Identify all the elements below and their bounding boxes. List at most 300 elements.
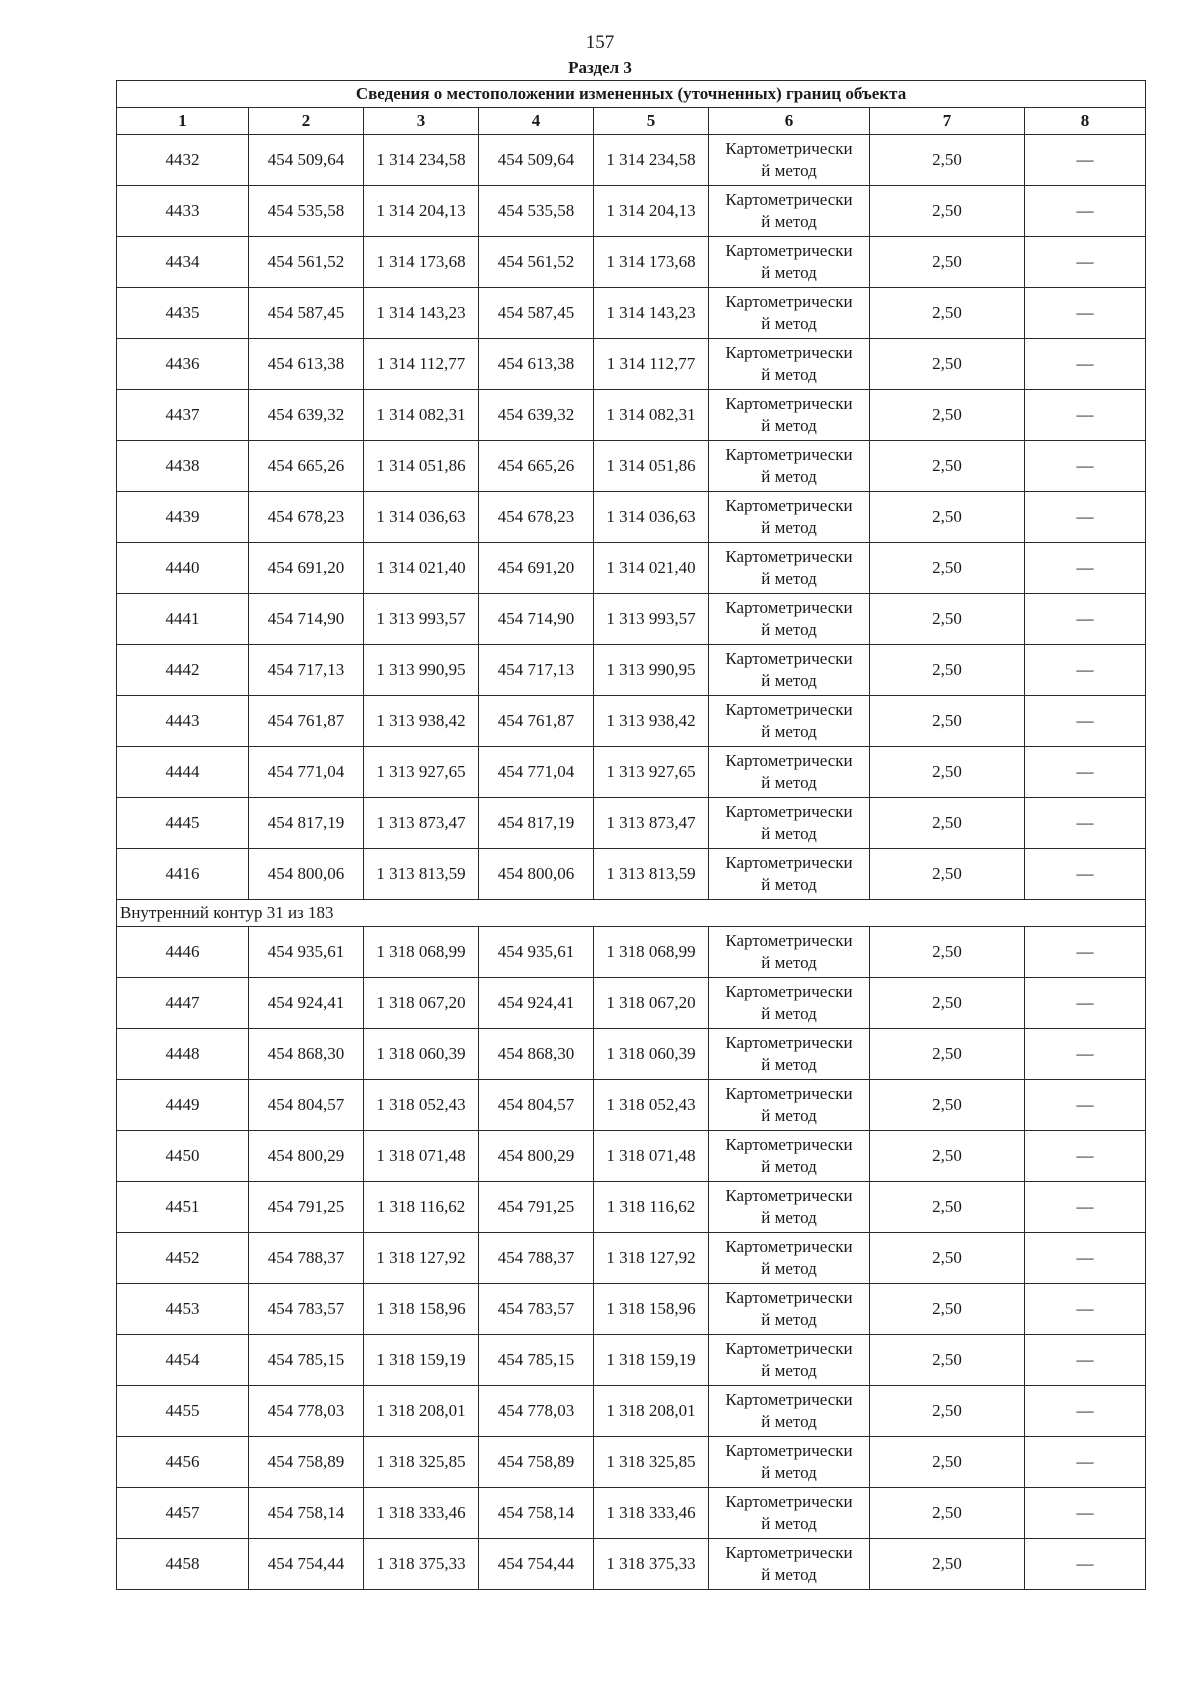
point-number-cell: 4441 xyxy=(117,594,249,645)
point-number-cell: 4443 xyxy=(117,696,249,747)
coordinate-x-cell: 454 788,37 xyxy=(249,1233,364,1284)
contour-label: Внутренний контур 31 из 183 xyxy=(117,900,1146,927)
coordinate-x-cell: 454 509,64 xyxy=(249,135,364,186)
accuracy-cell: 2,50 xyxy=(870,390,1025,441)
coordinate-x-cell: 454 639,32 xyxy=(249,390,364,441)
coordinate-y-cell: 1 314 204,13 xyxy=(594,186,709,237)
point-number-cell: 4447 xyxy=(117,978,249,1029)
method-text-line: Картометрически xyxy=(725,802,853,821)
point-number-cell: 4451 xyxy=(117,1182,249,1233)
method-cell xyxy=(709,1284,870,1335)
table-row xyxy=(117,441,1146,492)
accuracy-cell: 2,50 xyxy=(870,1182,1025,1233)
coordinate-y-cell: 1 318 159,19 xyxy=(364,1335,479,1386)
method-text-line: Картометрически xyxy=(725,700,853,719)
accuracy-cell: 2,50 xyxy=(870,441,1025,492)
table-row xyxy=(117,543,1146,594)
coordinate-x-cell: 454 771,04 xyxy=(249,747,364,798)
coordinate-x-cell: 454 691,20 xyxy=(249,543,364,594)
column-header: 5 xyxy=(594,108,709,135)
description-cell: — xyxy=(1025,645,1146,696)
description-cell: — xyxy=(1025,1029,1146,1080)
description-cell: — xyxy=(1025,492,1146,543)
description-cell: — xyxy=(1025,1437,1146,1488)
coordinate-x-cell: 454 691,20 xyxy=(479,543,594,594)
description-cell: — xyxy=(1025,1284,1146,1335)
coordinate-x-cell: 454 785,15 xyxy=(479,1335,594,1386)
point-number-cell: 4439 xyxy=(117,492,249,543)
coordinate-x-cell: 454 613,38 xyxy=(249,339,364,390)
coordinate-x-cell: 454 561,52 xyxy=(479,237,594,288)
coordinate-x-cell: 454 778,03 xyxy=(249,1386,364,1437)
coordinate-y-cell: 1 313 927,65 xyxy=(594,747,709,798)
coordinate-y-cell: 1 313 993,57 xyxy=(364,594,479,645)
method-cell xyxy=(709,1131,870,1182)
point-number-cell: 4454 xyxy=(117,1335,249,1386)
method-text-line: Картометрически xyxy=(725,853,853,872)
method-text-line: й метод xyxy=(761,1106,817,1125)
coordinate-x-cell: 454 817,19 xyxy=(479,798,594,849)
table-row xyxy=(117,288,1146,339)
point-number-cell: 4444 xyxy=(117,747,249,798)
method-text-line: й метод xyxy=(761,1514,817,1533)
method-text-line: Картометрически xyxy=(725,190,853,209)
method-text-line: й метод xyxy=(761,824,817,843)
accuracy-cell: 2,50 xyxy=(870,1386,1025,1437)
coordinate-x-cell: 454 791,25 xyxy=(249,1182,364,1233)
method-text-line: й метод xyxy=(761,620,817,639)
coordinate-y-cell: 1 318 127,92 xyxy=(364,1233,479,1284)
method-text-line: Картометрически xyxy=(725,649,853,668)
coordinate-y-cell: 1 314 051,86 xyxy=(364,441,479,492)
coordinate-y-cell: 1 318 333,46 xyxy=(594,1488,709,1539)
table-row xyxy=(117,492,1146,543)
coordinate-x-cell: 454 758,14 xyxy=(249,1488,364,1539)
method-cell xyxy=(709,1182,870,1233)
accuracy-cell: 2,50 xyxy=(870,978,1025,1029)
point-number-cell: 4416 xyxy=(117,849,249,900)
table-row xyxy=(117,186,1146,237)
coordinate-x-cell: 454 613,38 xyxy=(479,339,594,390)
method-text-line: Картометрически xyxy=(725,1084,853,1103)
coordinate-y-cell: 1 314 082,31 xyxy=(364,390,479,441)
method-text-line: й метод xyxy=(761,671,817,690)
point-number-cell: 4438 xyxy=(117,441,249,492)
coordinate-y-cell: 1 318 325,85 xyxy=(364,1437,479,1488)
accuracy-cell: 2,50 xyxy=(870,1284,1025,1335)
coordinate-x-cell: 454 804,57 xyxy=(479,1080,594,1131)
method-text-line: Картометрически xyxy=(725,496,853,515)
table-caption: Сведения о местоположении измененных (уточненных) границ объекта xyxy=(117,81,1146,108)
method-cell xyxy=(709,1386,870,1437)
table-row xyxy=(117,696,1146,747)
method-cell xyxy=(709,390,870,441)
method-cell xyxy=(709,543,870,594)
description-cell: — xyxy=(1025,390,1146,441)
table-row xyxy=(117,1488,1146,1539)
coordinate-x-cell: 454 761,87 xyxy=(249,696,364,747)
table-row xyxy=(117,1233,1146,1284)
coordinate-y-cell: 1 313 813,59 xyxy=(594,849,709,900)
table-row xyxy=(117,798,1146,849)
table-row xyxy=(117,1080,1146,1131)
point-number-cell: 4452 xyxy=(117,1233,249,1284)
coordinate-x-cell: 454 800,06 xyxy=(479,849,594,900)
method-text-line: й метод xyxy=(761,416,817,435)
coordinate-y-cell: 1 314 112,77 xyxy=(364,339,479,390)
method-text-line: Картометрически xyxy=(725,1033,853,1052)
table-row xyxy=(117,927,1146,978)
method-cell xyxy=(709,441,870,492)
accuracy-cell: 2,50 xyxy=(870,1488,1025,1539)
coordinate-x-cell: 454 783,57 xyxy=(249,1284,364,1335)
method-cell xyxy=(709,237,870,288)
point-number-cell: 4448 xyxy=(117,1029,249,1080)
column-header: 3 xyxy=(364,108,479,135)
coordinate-x-cell: 454 587,45 xyxy=(249,288,364,339)
method-text-line: Картометрически xyxy=(725,394,853,413)
description-cell: — xyxy=(1025,1386,1146,1437)
method-cell xyxy=(709,645,870,696)
method-text-line: й метод xyxy=(761,722,817,741)
method-text-line: й метод xyxy=(761,1361,817,1380)
method-text-line: Картометрически xyxy=(725,931,853,950)
method-text-line: й метод xyxy=(761,1310,817,1329)
coordinate-x-cell: 454 758,89 xyxy=(249,1437,364,1488)
table-row xyxy=(117,1335,1146,1386)
coordinate-x-cell: 454 714,90 xyxy=(479,594,594,645)
coordinate-y-cell: 1 318 052,43 xyxy=(594,1080,709,1131)
column-header: 1 xyxy=(117,108,249,135)
method-cell xyxy=(709,594,870,645)
coordinate-y-cell: 1 318 052,43 xyxy=(364,1080,479,1131)
accuracy-cell: 2,50 xyxy=(870,927,1025,978)
coordinate-y-cell: 1 314 021,40 xyxy=(364,543,479,594)
method-text-line: й метод xyxy=(761,1055,817,1074)
coordinate-y-cell: 1 313 873,47 xyxy=(364,798,479,849)
method-cell xyxy=(709,1233,870,1284)
method-text-line: Картометрически xyxy=(725,982,853,1001)
coordinate-y-cell: 1 318 375,33 xyxy=(364,1539,479,1590)
point-number-cell: 4445 xyxy=(117,798,249,849)
method-text-line: й метод xyxy=(761,365,817,384)
column-header: 4 xyxy=(479,108,594,135)
method-cell xyxy=(709,135,870,186)
coordinate-x-cell: 454 868,30 xyxy=(479,1029,594,1080)
point-number-cell: 4442 xyxy=(117,645,249,696)
coordinate-y-cell: 1 314 082,31 xyxy=(594,390,709,441)
point-number-cell: 4434 xyxy=(117,237,249,288)
accuracy-cell: 2,50 xyxy=(870,696,1025,747)
method-cell xyxy=(709,186,870,237)
method-cell xyxy=(709,1539,870,1590)
description-cell: — xyxy=(1025,978,1146,1029)
coordinate-y-cell: 1 318 375,33 xyxy=(594,1539,709,1590)
method-text-line: й метод xyxy=(761,518,817,537)
table-row xyxy=(117,237,1146,288)
coordinate-y-cell: 1 318 116,62 xyxy=(364,1182,479,1233)
description-cell: — xyxy=(1025,1335,1146,1386)
method-text-line: й метод xyxy=(761,1463,817,1482)
method-cell xyxy=(709,696,870,747)
coordinate-x-cell: 454 758,89 xyxy=(479,1437,594,1488)
coordinate-y-cell: 1 318 208,01 xyxy=(364,1386,479,1437)
coordinate-y-cell: 1 318 333,46 xyxy=(364,1488,479,1539)
accuracy-cell: 2,50 xyxy=(870,339,1025,390)
table-row xyxy=(117,1182,1146,1233)
description-cell: — xyxy=(1025,1080,1146,1131)
column-header: 7 xyxy=(870,108,1025,135)
method-text-line: й метод xyxy=(761,467,817,486)
coordinate-y-cell: 1 313 938,42 xyxy=(364,696,479,747)
method-text-line: Картометрически xyxy=(725,1288,853,1307)
point-number-cell: 4440 xyxy=(117,543,249,594)
coordinates-table xyxy=(116,80,1146,1590)
coordinate-x-cell: 454 771,04 xyxy=(479,747,594,798)
method-text-line: й метод xyxy=(761,1157,817,1176)
description-cell: — xyxy=(1025,237,1146,288)
accuracy-cell: 2,50 xyxy=(870,1131,1025,1182)
coordinate-x-cell: 454 924,41 xyxy=(249,978,364,1029)
description-cell: — xyxy=(1025,441,1146,492)
method-text-line: й метод xyxy=(761,875,817,894)
coordinate-x-cell: 454 639,32 xyxy=(479,390,594,441)
table-row xyxy=(117,1539,1146,1590)
table-row xyxy=(117,1284,1146,1335)
table-row xyxy=(117,339,1146,390)
coordinate-y-cell: 1 314 036,63 xyxy=(364,492,479,543)
accuracy-cell: 2,50 xyxy=(870,492,1025,543)
accuracy-cell: 2,50 xyxy=(870,186,1025,237)
coordinate-y-cell: 1 314 112,77 xyxy=(594,339,709,390)
method-text-line: Картометрически xyxy=(725,139,853,158)
method-text-line: й метод xyxy=(761,1259,817,1278)
description-cell: — xyxy=(1025,849,1146,900)
description-cell: — xyxy=(1025,1539,1146,1590)
coordinate-x-cell: 454 665,26 xyxy=(479,441,594,492)
coordinate-x-cell: 454 800,06 xyxy=(249,849,364,900)
coordinate-y-cell: 1 314 143,23 xyxy=(594,288,709,339)
method-text-line: Картометрически xyxy=(725,292,853,311)
method-cell xyxy=(709,1080,870,1131)
table-row xyxy=(117,1131,1146,1182)
table-row xyxy=(117,1437,1146,1488)
accuracy-cell: 2,50 xyxy=(870,1539,1025,1590)
accuracy-cell: 2,50 xyxy=(870,1029,1025,1080)
coordinate-y-cell: 1 318 325,85 xyxy=(594,1437,709,1488)
point-number-cell: 4453 xyxy=(117,1284,249,1335)
table-row xyxy=(117,645,1146,696)
table-row xyxy=(117,978,1146,1029)
method-text-line: й метод xyxy=(761,263,817,282)
coordinate-x-cell: 454 717,13 xyxy=(479,645,594,696)
description-cell: — xyxy=(1025,135,1146,186)
method-text-line: й метод xyxy=(761,569,817,588)
method-text-line: Картометрически xyxy=(725,1492,853,1511)
column-header: 2 xyxy=(249,108,364,135)
coordinate-x-cell: 454 788,37 xyxy=(479,1233,594,1284)
column-header-row xyxy=(117,108,1146,135)
description-cell: — xyxy=(1025,1182,1146,1233)
coordinate-y-cell: 1 318 116,62 xyxy=(594,1182,709,1233)
method-cell xyxy=(709,492,870,543)
method-text-line: Картометрически xyxy=(725,598,853,617)
accuracy-cell: 2,50 xyxy=(870,747,1025,798)
description-cell: — xyxy=(1025,543,1146,594)
coordinate-x-cell: 454 935,61 xyxy=(249,927,364,978)
coordinate-x-cell: 454 785,15 xyxy=(249,1335,364,1386)
coordinate-y-cell: 1 314 143,23 xyxy=(364,288,479,339)
method-cell xyxy=(709,747,870,798)
point-number-cell: 4432 xyxy=(117,135,249,186)
coordinate-x-cell: 454 758,14 xyxy=(479,1488,594,1539)
method-text-line: Картометрически xyxy=(725,445,853,464)
coordinate-y-cell: 1 318 060,39 xyxy=(364,1029,479,1080)
point-number-cell: 4458 xyxy=(117,1539,249,1590)
method-text-line: Картометрически xyxy=(725,547,853,566)
coordinate-x-cell: 454 535,58 xyxy=(249,186,364,237)
coordinate-x-cell: 454 800,29 xyxy=(479,1131,594,1182)
coordinate-y-cell: 1 318 071,48 xyxy=(594,1131,709,1182)
coordinate-x-cell: 454 935,61 xyxy=(479,927,594,978)
method-text-line: й метод xyxy=(761,1412,817,1431)
coordinate-y-cell: 1 314 234,58 xyxy=(364,135,479,186)
coordinate-x-cell: 454 754,44 xyxy=(479,1539,594,1590)
coordinate-x-cell: 454 778,03 xyxy=(479,1386,594,1437)
method-text-line: й метод xyxy=(761,953,817,972)
method-cell xyxy=(709,798,870,849)
accuracy-cell: 2,50 xyxy=(870,798,1025,849)
method-text-line: й метод xyxy=(761,161,817,180)
method-text-line: й метод xyxy=(761,1004,817,1023)
method-text-line: Картометрически xyxy=(725,1441,853,1460)
method-text-line: й метод xyxy=(761,212,817,231)
coordinate-x-cell: 454 678,23 xyxy=(249,492,364,543)
coordinate-x-cell: 454 924,41 xyxy=(479,978,594,1029)
coordinate-y-cell: 1 318 067,20 xyxy=(594,978,709,1029)
point-number-cell: 4436 xyxy=(117,339,249,390)
table-row xyxy=(117,849,1146,900)
point-number-cell: 4456 xyxy=(117,1437,249,1488)
description-cell: — xyxy=(1025,798,1146,849)
method-cell xyxy=(709,978,870,1029)
table-caption-row xyxy=(117,81,1146,108)
accuracy-cell: 2,50 xyxy=(870,288,1025,339)
coordinate-y-cell: 1 313 813,59 xyxy=(364,849,479,900)
method-cell xyxy=(709,1029,870,1080)
coordinate-y-cell: 1 314 173,68 xyxy=(364,237,479,288)
table-row xyxy=(117,390,1146,441)
method-text-line: Картометрически xyxy=(725,1135,853,1154)
method-text-line: Картометрически xyxy=(725,1339,853,1358)
page-number: 157 xyxy=(585,32,615,53)
coordinate-y-cell: 1 313 938,42 xyxy=(594,696,709,747)
method-text-line: Картометрически xyxy=(725,1186,853,1205)
coordinate-y-cell: 1 318 208,01 xyxy=(594,1386,709,1437)
coordinate-y-cell: 1 318 068,99 xyxy=(364,927,479,978)
coordinate-x-cell: 454 561,52 xyxy=(249,237,364,288)
table-row xyxy=(117,1029,1146,1080)
method-text-line: Картометрически xyxy=(725,343,853,362)
contour-row xyxy=(117,900,1146,927)
coordinate-x-cell: 454 817,19 xyxy=(249,798,364,849)
description-cell: — xyxy=(1025,594,1146,645)
coordinate-y-cell: 1 314 234,58 xyxy=(594,135,709,186)
coordinate-y-cell: 1 318 071,48 xyxy=(364,1131,479,1182)
coordinate-y-cell: 1 318 127,92 xyxy=(594,1233,709,1284)
method-text-line: й метод xyxy=(761,773,817,792)
method-cell xyxy=(709,1488,870,1539)
coordinate-x-cell: 454 754,44 xyxy=(249,1539,364,1590)
method-cell xyxy=(709,1335,870,1386)
coordinate-x-cell: 454 678,23 xyxy=(479,492,594,543)
description-cell: — xyxy=(1025,288,1146,339)
point-number-cell: 4449 xyxy=(117,1080,249,1131)
accuracy-cell: 2,50 xyxy=(870,237,1025,288)
coordinate-y-cell: 1 313 873,47 xyxy=(594,798,709,849)
point-number-cell: 4446 xyxy=(117,927,249,978)
point-number-cell: 4433 xyxy=(117,186,249,237)
description-cell: — xyxy=(1025,696,1146,747)
description-cell: — xyxy=(1025,927,1146,978)
accuracy-cell: 2,50 xyxy=(870,645,1025,696)
table-row xyxy=(117,1386,1146,1437)
column-header: 8 xyxy=(1025,108,1146,135)
coordinate-y-cell: 1 314 036,63 xyxy=(594,492,709,543)
point-number-cell: 4457 xyxy=(117,1488,249,1539)
coordinate-y-cell: 1 318 068,99 xyxy=(594,927,709,978)
method-text-line: Картометрически xyxy=(725,1543,853,1562)
description-cell: — xyxy=(1025,747,1146,798)
description-cell: — xyxy=(1025,186,1146,237)
coordinate-x-cell: 454 868,30 xyxy=(249,1029,364,1080)
coordinate-x-cell: 454 665,26 xyxy=(249,441,364,492)
accuracy-cell: 2,50 xyxy=(870,543,1025,594)
coordinate-x-cell: 454 800,29 xyxy=(249,1131,364,1182)
point-number-cell: 4450 xyxy=(117,1131,249,1182)
method-text-line: й метод xyxy=(761,1565,817,1584)
coordinate-y-cell: 1 318 158,96 xyxy=(594,1284,709,1335)
description-cell: — xyxy=(1025,1488,1146,1539)
coordinate-y-cell: 1 313 990,95 xyxy=(594,645,709,696)
method-cell xyxy=(709,1437,870,1488)
description-cell: — xyxy=(1025,1233,1146,1284)
description-cell: — xyxy=(1025,339,1146,390)
coordinate-y-cell: 1 314 021,40 xyxy=(594,543,709,594)
table-row xyxy=(117,135,1146,186)
coordinate-y-cell: 1 314 204,13 xyxy=(364,186,479,237)
method-text-line: й метод xyxy=(761,314,817,333)
point-number-cell: 4435 xyxy=(117,288,249,339)
method-text-line: й метод xyxy=(761,1208,817,1227)
coordinate-y-cell: 1 313 993,57 xyxy=(594,594,709,645)
coordinate-x-cell: 454 761,87 xyxy=(479,696,594,747)
coordinate-y-cell: 1 314 173,68 xyxy=(594,237,709,288)
coordinate-y-cell: 1 313 990,95 xyxy=(364,645,479,696)
coordinate-y-cell: 1 318 067,20 xyxy=(364,978,479,1029)
accuracy-cell: 2,50 xyxy=(870,1335,1025,1386)
accuracy-cell: 2,50 xyxy=(870,1233,1025,1284)
accuracy-cell: 2,50 xyxy=(870,849,1025,900)
coordinate-x-cell: 454 717,13 xyxy=(249,645,364,696)
coordinate-x-cell: 454 587,45 xyxy=(479,288,594,339)
accuracy-cell: 2,50 xyxy=(870,135,1025,186)
coordinate-x-cell: 454 535,58 xyxy=(479,186,594,237)
coordinate-y-cell: 1 318 159,19 xyxy=(594,1335,709,1386)
method-cell xyxy=(709,288,870,339)
accuracy-cell: 2,50 xyxy=(870,1437,1025,1488)
coordinate-x-cell: 454 783,57 xyxy=(479,1284,594,1335)
